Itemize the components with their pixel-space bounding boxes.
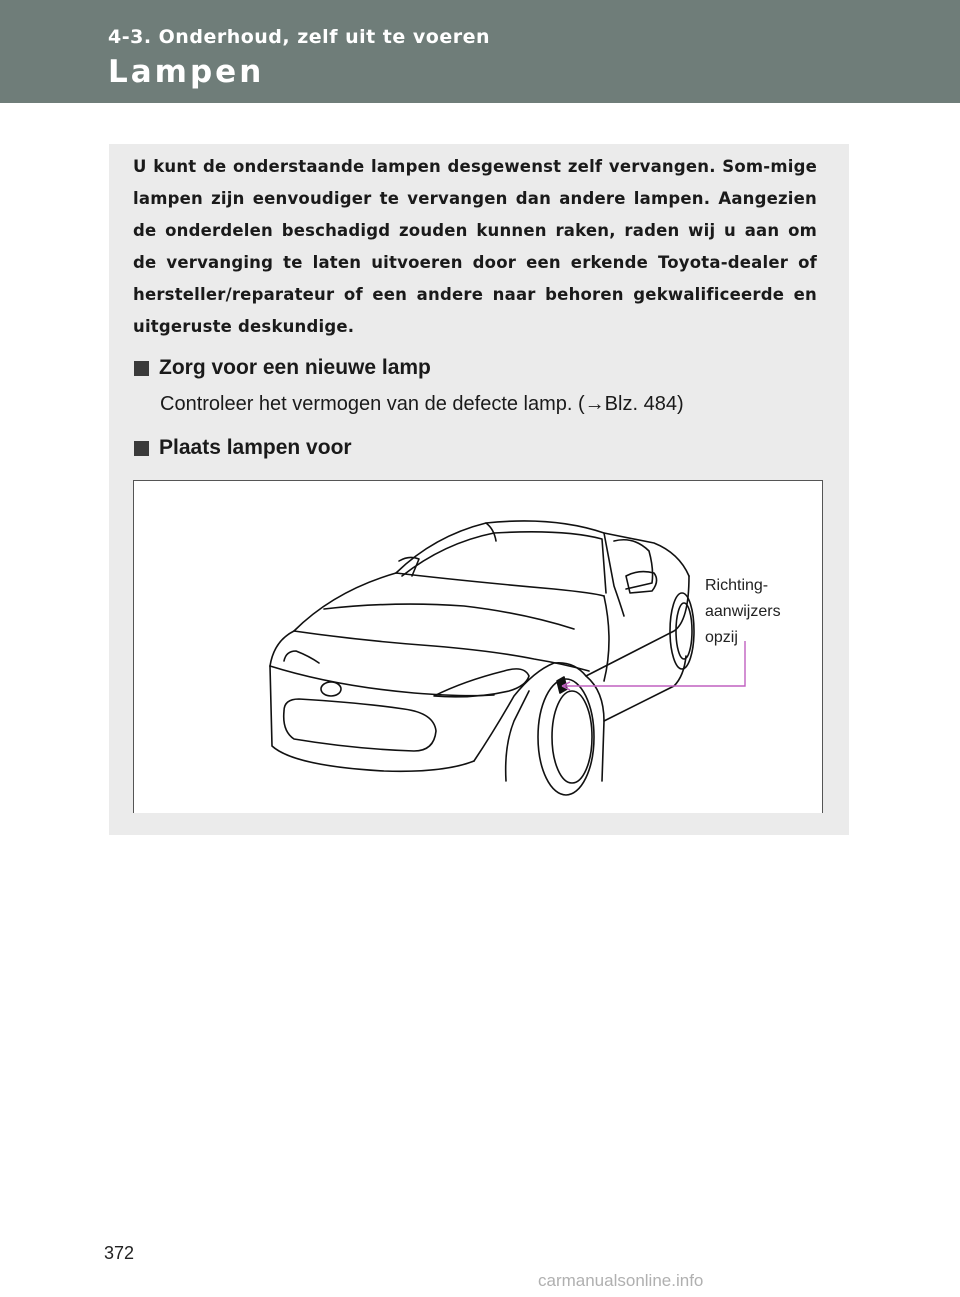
chapter-header bbox=[0, 0, 960, 103]
heading-text: Zorg voor een nieuwe lamp bbox=[159, 356, 431, 379]
callout-line: aanwijzers bbox=[705, 603, 781, 620]
watermark: carmanualsonline.info bbox=[538, 1271, 704, 1290]
page-number: 372 bbox=[104, 1243, 135, 1263]
callout-line: opzij bbox=[705, 629, 738, 646]
callout-line: Richting- bbox=[705, 577, 769, 594]
intro-paragraph: U kunt de onderstaande lampen desgewenst zelf vervangen. Som-mige lampen zijn eenvoudiger te vervangen dan andere lampen. Aangezien de onderdelen beschadigd zouden kunnen raken, raden wij u aan om de vervanging te laten uitvoeren door een erkende Toyota-dealer of hersteller/reparateur of een andere naar behoren gekwalificeerde en uitgeruste deskundige. bbox=[133, 157, 817, 336]
square-bullet-icon bbox=[134, 441, 149, 456]
callout-side-indicators bbox=[705, 573, 781, 651]
page-title: Lampen bbox=[108, 54, 265, 90]
square-bullet-icon bbox=[134, 361, 149, 376]
new-lamp-body: Controleer het vermogen van de defecte lamp. (→Blz. 484) bbox=[160, 393, 684, 415]
heading-new-lamp bbox=[134, 356, 431, 380]
heading-text: Plaats lampen voor bbox=[159, 436, 352, 459]
section-label: 4-3. Onderhoud, zelf uit te voeren bbox=[108, 26, 490, 48]
heading-place-lamps bbox=[134, 436, 352, 460]
